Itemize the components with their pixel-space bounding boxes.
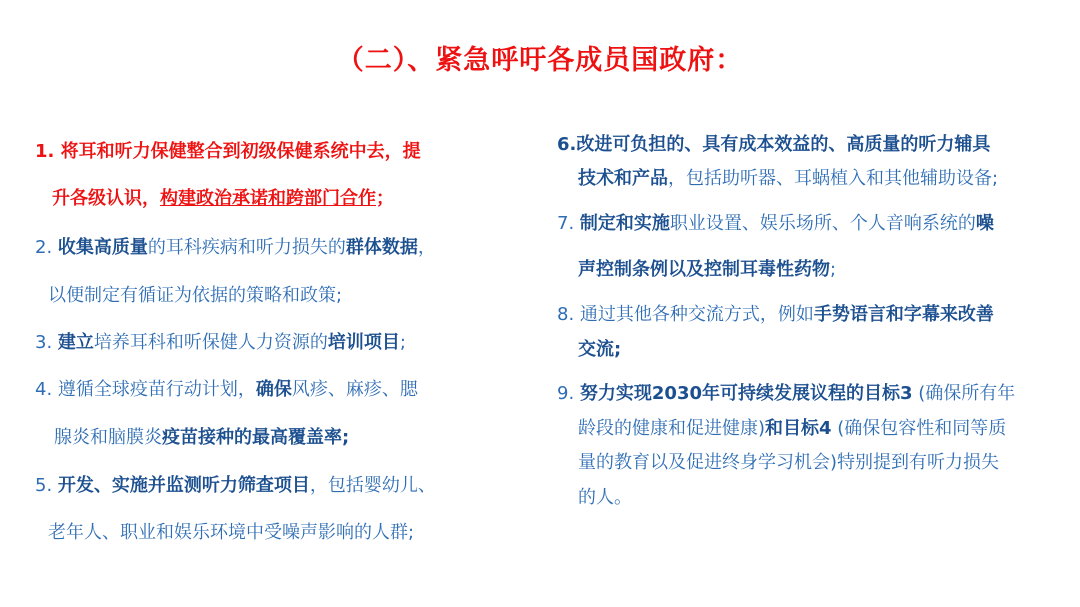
text-segment: 培养耳科和听保健人力资源的: [93, 332, 328, 353]
text-segment: 以便制定有循证为依据的策略和政策;: [48, 285, 343, 306]
text-segment: 9.: [557, 383, 580, 404]
text-segment: 腺炎和脑膜炎: [54, 427, 162, 448]
text-segment: 交流;: [578, 339, 622, 360]
item-6-line-1: [557, 133, 990, 157]
text-segment: (确保包容性和同等质: [831, 418, 1007, 439]
item-9-line-4: [578, 486, 632, 510]
item-1-line-2: [52, 187, 394, 211]
text-segment: ;: [399, 332, 406, 353]
text-segment: 技术和产品: [578, 168, 668, 189]
item-5-line-1: [35, 474, 436, 498]
item-9-line-1: [557, 382, 1015, 406]
text-segment: 努力实现2030年可持续发展议程的目标3: [579, 383, 913, 404]
text-segment: 量的教育以及促进终身学习机会)特别提到有听力损失: [578, 452, 1000, 473]
item-7-line-1: [557, 212, 994, 236]
text-segment: 4. 遵循全球疫苗行动计划，: [35, 379, 256, 400]
text-segment: 噪: [975, 213, 994, 234]
text-segment: 风疹、麻疹、腮: [291, 379, 418, 400]
text-segment: ，: [417, 237, 436, 258]
item-8-line-2: [578, 338, 621, 362]
text-segment: 群体数据: [345, 237, 418, 258]
text-segment: ;: [830, 259, 837, 280]
item-2-line-2: [48, 284, 342, 308]
item-5-line-2: [48, 521, 414, 545]
text-segment: 老年人、职业和娱乐环境中受噪声影响的人群;: [48, 522, 415, 543]
text-segment: 培训项目: [327, 332, 400, 353]
text-segment: 3.: [35, 332, 58, 353]
item-1-line-1: [35, 140, 421, 164]
item-6-line-2: [578, 167, 998, 191]
text-segment: 7.: [557, 213, 580, 234]
text-segment: 确保: [255, 379, 292, 400]
text-segment: 收集高质量: [57, 237, 148, 258]
text-segment: 职业设置、娱乐场所、个人音响系统的: [669, 213, 976, 234]
text-segment: (确保所有年: [912, 383, 1016, 404]
text-segment: 声控制条例以及控制耳毒性药物: [578, 259, 830, 280]
text-segment: 2.: [35, 237, 58, 258]
item-9-line-3: [578, 451, 999, 475]
text-segment: ；: [376, 188, 394, 209]
text-segment: 6.改进可负担的、具有成本效益的、高质量的听力辅具: [557, 134, 991, 155]
item-8-line-1: [557, 303, 994, 327]
item-3-line-1: [35, 331, 406, 355]
text-segment: 的耳科疾病和听力损失的: [147, 237, 346, 258]
item-7-line-2: [578, 258, 836, 282]
text-segment: 建立: [57, 332, 94, 353]
item-9-line-2: [578, 417, 1006, 441]
text-segment: 和目标4: [765, 418, 832, 439]
item-4-line-2: [54, 426, 349, 450]
text-segment: ，包括婴幼儿、: [309, 475, 436, 496]
text-segment: ，包括助听器、耳蜗植入和其他辅助设备;: [668, 168, 999, 189]
text-segment: 8. 通过其他各种交流方式，例如: [557, 304, 814, 325]
text-segment: 疫苗接种的最高覆盖率;: [162, 427, 350, 448]
text-segment: 的人。: [578, 487, 632, 508]
item-2-line-1: [35, 236, 436, 260]
text-segment: 龄段的健康和促进健康): [578, 418, 766, 439]
text-segment: 手势语言和字幕来改善: [813, 304, 994, 325]
item-4-line-1: [35, 378, 418, 402]
text-segment: 5.: [35, 475, 58, 496]
text-segment: 开发、实施并监测听力筛查项目: [57, 475, 310, 496]
text-segment: 构建政治承诺和跨部门合作: [160, 188, 376, 209]
text-segment: 1. 将耳和听力保健整合到初级保健系统中去，提: [35, 141, 421, 162]
text-segment: 制定和实施: [579, 213, 670, 234]
slide-title: （二）、紧急呼吁各成员国政府：: [336, 45, 744, 76]
text-segment: 升各级认识，: [52, 188, 160, 209]
